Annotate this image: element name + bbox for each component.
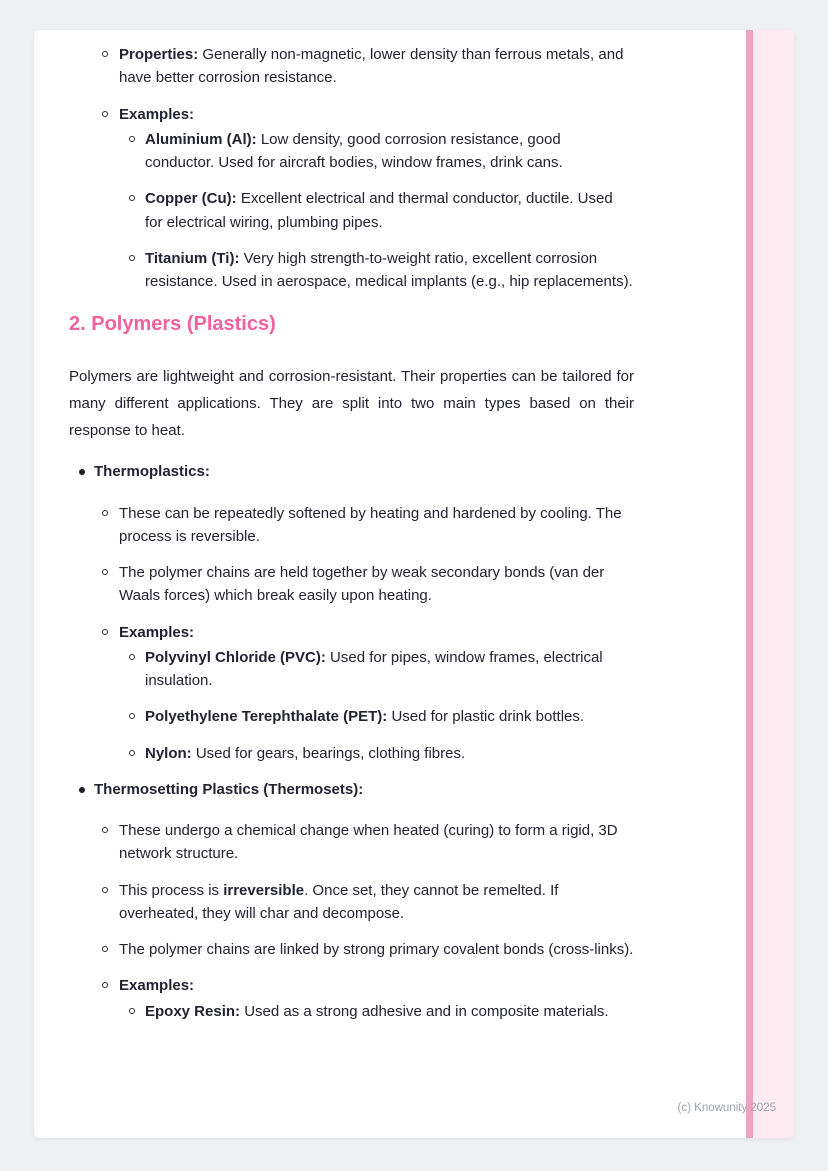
circle-bullet-icon xyxy=(129,255,135,261)
item-text: Low density, good corrosion resistance, good conductor. Used for aircraft bodies, window frames, drink cans. xyxy=(145,130,563,171)
circle-bullet-icon xyxy=(129,195,135,201)
item-text: These can be repeatedly softened by heating and hardened by cooling. The process is reversible. xyxy=(119,504,622,545)
circle-bullet-icon xyxy=(102,569,108,575)
circle-bullet-icon xyxy=(102,827,108,833)
pink-margin-line xyxy=(746,30,753,1138)
item-text: Generally non-magnetic, lower density than ferrous metals, and have better corrosion resistance. xyxy=(119,46,624,87)
list-item-properties xyxy=(69,43,634,90)
list-item-softened xyxy=(69,502,634,549)
list-item-titanium xyxy=(69,247,634,294)
circle-bullet-icon xyxy=(129,136,135,142)
item-text: Used for plastic drink bottles. xyxy=(391,708,585,726)
item-text-pre: This process is xyxy=(119,881,224,899)
circle-bullet-icon xyxy=(129,713,135,719)
disc-bullet-icon xyxy=(79,787,85,793)
document-content xyxy=(69,30,634,1023)
list-item-pvc xyxy=(69,646,634,693)
item-label: Examples: xyxy=(119,623,195,641)
list-item-irreversible xyxy=(69,879,634,926)
item-text: Very high strength-to-weight ratio, excellent corrosion resistance. Used in aerospace, medical implants (e.g., hip replacements). xyxy=(145,249,633,290)
list-item-curing xyxy=(69,819,634,866)
item-label: Aluminium (Al): xyxy=(145,130,257,148)
item-text-bold: irreversible xyxy=(223,881,305,899)
item-label: Polyvinyl Chloride (PVC): xyxy=(145,648,326,666)
item-text: Used for pipes, window frames, electrical insulation. xyxy=(145,648,603,690)
item-label: Polyethylene Terephthalate (PET): xyxy=(145,708,388,726)
item-text: These undergo a chemical change when heated (curing) to form a rigid, 3D network structure. xyxy=(119,822,618,863)
item-text: Used for gears, bearings, clothing fibres. xyxy=(195,744,466,762)
list-item-weak-bonds xyxy=(69,561,634,608)
circle-bullet-icon xyxy=(102,111,108,117)
list-item-examples xyxy=(69,103,634,126)
item-label: Copper (Cu): xyxy=(145,190,237,208)
list-item-aluminium xyxy=(69,128,634,175)
item-label: Properties: xyxy=(119,46,199,63)
circle-bullet-icon xyxy=(129,1008,135,1014)
list-item-thermoplastics xyxy=(69,460,634,483)
list-item-copper xyxy=(69,187,634,234)
item-label: Nylon: xyxy=(145,744,192,762)
circle-bullet-icon xyxy=(102,51,108,57)
circle-bullet-icon xyxy=(102,510,108,516)
circle-bullet-icon xyxy=(102,887,108,893)
item-text: Excellent electrical and thermal conductor, ductile. Used for electrical wiring, plumbing pipes. xyxy=(145,190,613,231)
circle-bullet-icon xyxy=(102,629,108,635)
item-text-post: . Once set, they cannot be remelted. If overheated, they will char and decompose. xyxy=(119,881,559,922)
intro-paragraph: Polymers are lightweight and corrosion-resistant. Their properties can be tailored for many different applications. They are split into two main types based on their response to heat. xyxy=(69,368,634,439)
item-label: Titanium (Ti): xyxy=(145,249,240,267)
item-label: Thermosetting Plastics (Thermosets): xyxy=(94,780,364,798)
circle-bullet-icon xyxy=(102,946,108,952)
list-item-nylon xyxy=(69,742,634,765)
list-item-covalent-bonds xyxy=(69,938,634,961)
copyright-notice: (c) Knowunity 2025 xyxy=(677,1102,776,1114)
document-page xyxy=(34,30,794,1138)
item-text: The polymer chains are linked by strong primary covalent bonds (cross-links). xyxy=(119,941,634,959)
item-text: The polymer chains are held together by weak secondary bonds (van der Waals forces) which break easily upon heating. xyxy=(119,564,605,605)
item-label: Examples: xyxy=(119,977,195,995)
disc-bullet-icon xyxy=(79,469,85,475)
list-item-examples xyxy=(69,974,634,997)
item-label: Epoxy Resin: xyxy=(145,1002,241,1020)
list-item-examples xyxy=(69,621,634,644)
circle-bullet-icon xyxy=(102,982,108,988)
list-item-epoxy xyxy=(69,1000,634,1023)
list-item-thermosets xyxy=(69,778,634,801)
circle-bullet-icon xyxy=(129,654,135,660)
pink-margin-band xyxy=(753,30,794,1138)
circle-bullet-icon xyxy=(129,750,135,756)
item-label: Examples: xyxy=(119,105,195,123)
item-label: Thermoplastics: xyxy=(94,463,210,481)
item-text: Used as a strong adhesive and in composite materials. xyxy=(244,1002,609,1020)
section-heading-polymers: 2. Polymers (Plastics) xyxy=(69,313,276,336)
list-item-pet xyxy=(69,705,634,728)
